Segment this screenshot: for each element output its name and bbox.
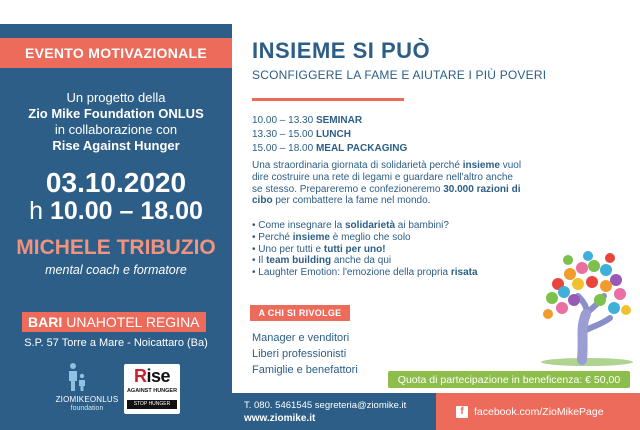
- event-date: 03.10.2020: [45, 167, 187, 198]
- rah-rest: ise: [146, 366, 171, 386]
- bullet-text: Laughter Emotion: l'emozione della propria: [258, 267, 451, 279]
- bullet-text: Perché: [258, 231, 293, 243]
- description-paragraph: [252, 160, 522, 207]
- schedule-label: LUNCH: [315, 129, 351, 140]
- time-range: 10.00 – 18.00: [49, 197, 203, 225]
- ziomike-logo: [52, 362, 122, 416]
- intro-line-1: Un progetto della: [66, 90, 166, 105]
- bullet-bold: team building: [266, 255, 332, 267]
- target-audience-list: [252, 330, 358, 378]
- schedule-time: 15.00 – 18.00: [252, 143, 314, 154]
- bullet-text: anche da qui: [331, 255, 392, 267]
- speaker-role: mental coach e formatore: [45, 263, 187, 277]
- schedule-time: 13.30 – 15.00: [252, 129, 314, 140]
- person-child-icon: [66, 362, 88, 392]
- event-badge: EVENTO MOTIVAZIONALE: [0, 38, 232, 68]
- intro-text: [0, 90, 232, 154]
- bullet-bold: risata: [450, 267, 478, 279]
- topics-list: [252, 220, 512, 279]
- list-item: [252, 244, 512, 256]
- list-item: Famiglie e benefattori: [252, 364, 358, 376]
- schedule-row: [252, 114, 407, 128]
- schedule-row: [252, 128, 407, 142]
- bullet-bold: insieme: [292, 231, 330, 243]
- list-item: [252, 232, 512, 244]
- intro-line-3: in collaborazione con: [54, 122, 178, 137]
- bullet-text: è meglio che solo: [330, 231, 411, 243]
- partner-name: Rise Against Hunger: [52, 138, 180, 153]
- para-bold: insieme: [462, 160, 500, 171]
- venue-name: UNAHOTEL REGINA: [66, 314, 200, 330]
- bullet-text: Il: [258, 255, 267, 267]
- schedule-label: SEMINAR: [315, 115, 363, 126]
- list-item: [252, 255, 512, 267]
- list-item: Manager e venditori: [252, 332, 350, 344]
- ziomike-logo-sub: foundation: [70, 405, 104, 412]
- list-item: [252, 267, 512, 279]
- venue-address: S.P. 57 Torre a Mare - Noicattaro (Ba): [24, 337, 208, 349]
- bullet-text: ai bambini?: [395, 220, 449, 231]
- bullet-text: Uno per tutti e: [258, 243, 324, 255]
- venue-city: BARI: [28, 314, 63, 330]
- left-panel: [0, 0, 232, 430]
- time-prefix: h: [29, 197, 44, 225]
- schedule-row: [252, 142, 407, 156]
- foundation-name: Zio Mike Foundation ONLUS: [28, 106, 204, 121]
- event-time: [0, 198, 232, 224]
- contact-line[interactable]: T. 080. 5461545 segreteria@ziomike.it: [244, 400, 407, 411]
- footer-contact: [232, 393, 436, 430]
- website-link[interactable]: www.ziomike.it: [244, 413, 316, 424]
- bullet-bold: solidarietà: [345, 220, 396, 231]
- title-divider: [252, 98, 404, 101]
- tree-of-hands-icon: [532, 238, 640, 368]
- intro-line-2: [0, 106, 232, 122]
- bullet-bold: tutti per uno!: [323, 243, 386, 255]
- para-part: per combattere la fame nel mondo.: [272, 195, 431, 207]
- ziomike-logo-name: ZIOMIKEONLUS: [55, 395, 119, 404]
- venue-bar: [22, 312, 206, 332]
- rah-r: R: [133, 366, 147, 386]
- top-white-band: [0, 0, 232, 24]
- list-item: [252, 220, 512, 232]
- list-item: Liberi professionisti: [252, 348, 347, 360]
- footer-facebook[interactable]: [436, 393, 640, 430]
- facebook-link[interactable]: facebook.com/ZioMikePage: [474, 405, 604, 418]
- rah-strip: STOP HUNGER NOW: [127, 400, 177, 409]
- participation-fee: Quota di partecipazione in beneficenza: € 50,00: [388, 371, 630, 388]
- rah-word: [124, 366, 180, 387]
- rah-tagline: AGAINST HUNGER: [126, 388, 178, 394]
- schedule-label: MEAL PACKAGING: [315, 143, 408, 154]
- intro-line-4: [0, 138, 232, 154]
- schedule-time: 10.00 – 13.30: [252, 115, 314, 126]
- target-audience-heading: A CHI SI RIVOLGE: [250, 305, 350, 321]
- schedule: [252, 114, 407, 156]
- para-part: Una straordinaria giornata di solidarietà perché: [252, 160, 463, 171]
- bullet-text: Come insegnare la: [258, 220, 345, 231]
- para-part: vuol dire costruire una rete di legami e guardare nell'altro anche se stesso. Prepareremo e confezioneremo: [252, 160, 522, 195]
- rise-against-hunger-logo: [124, 364, 180, 414]
- main-subtitle: SCONFIGGERE LA FAME E AIUTARE I PIÙ POVERI: [252, 68, 547, 82]
- para-bold: 30.000 razioni di cibo: [252, 183, 521, 207]
- right-panel: [232, 0, 640, 430]
- speaker-name: MICHELE TRIBUZIO: [16, 236, 216, 259]
- facebook-icon: f: [456, 406, 468, 418]
- main-title: INSIEME SI PUÒ: [252, 38, 431, 63]
